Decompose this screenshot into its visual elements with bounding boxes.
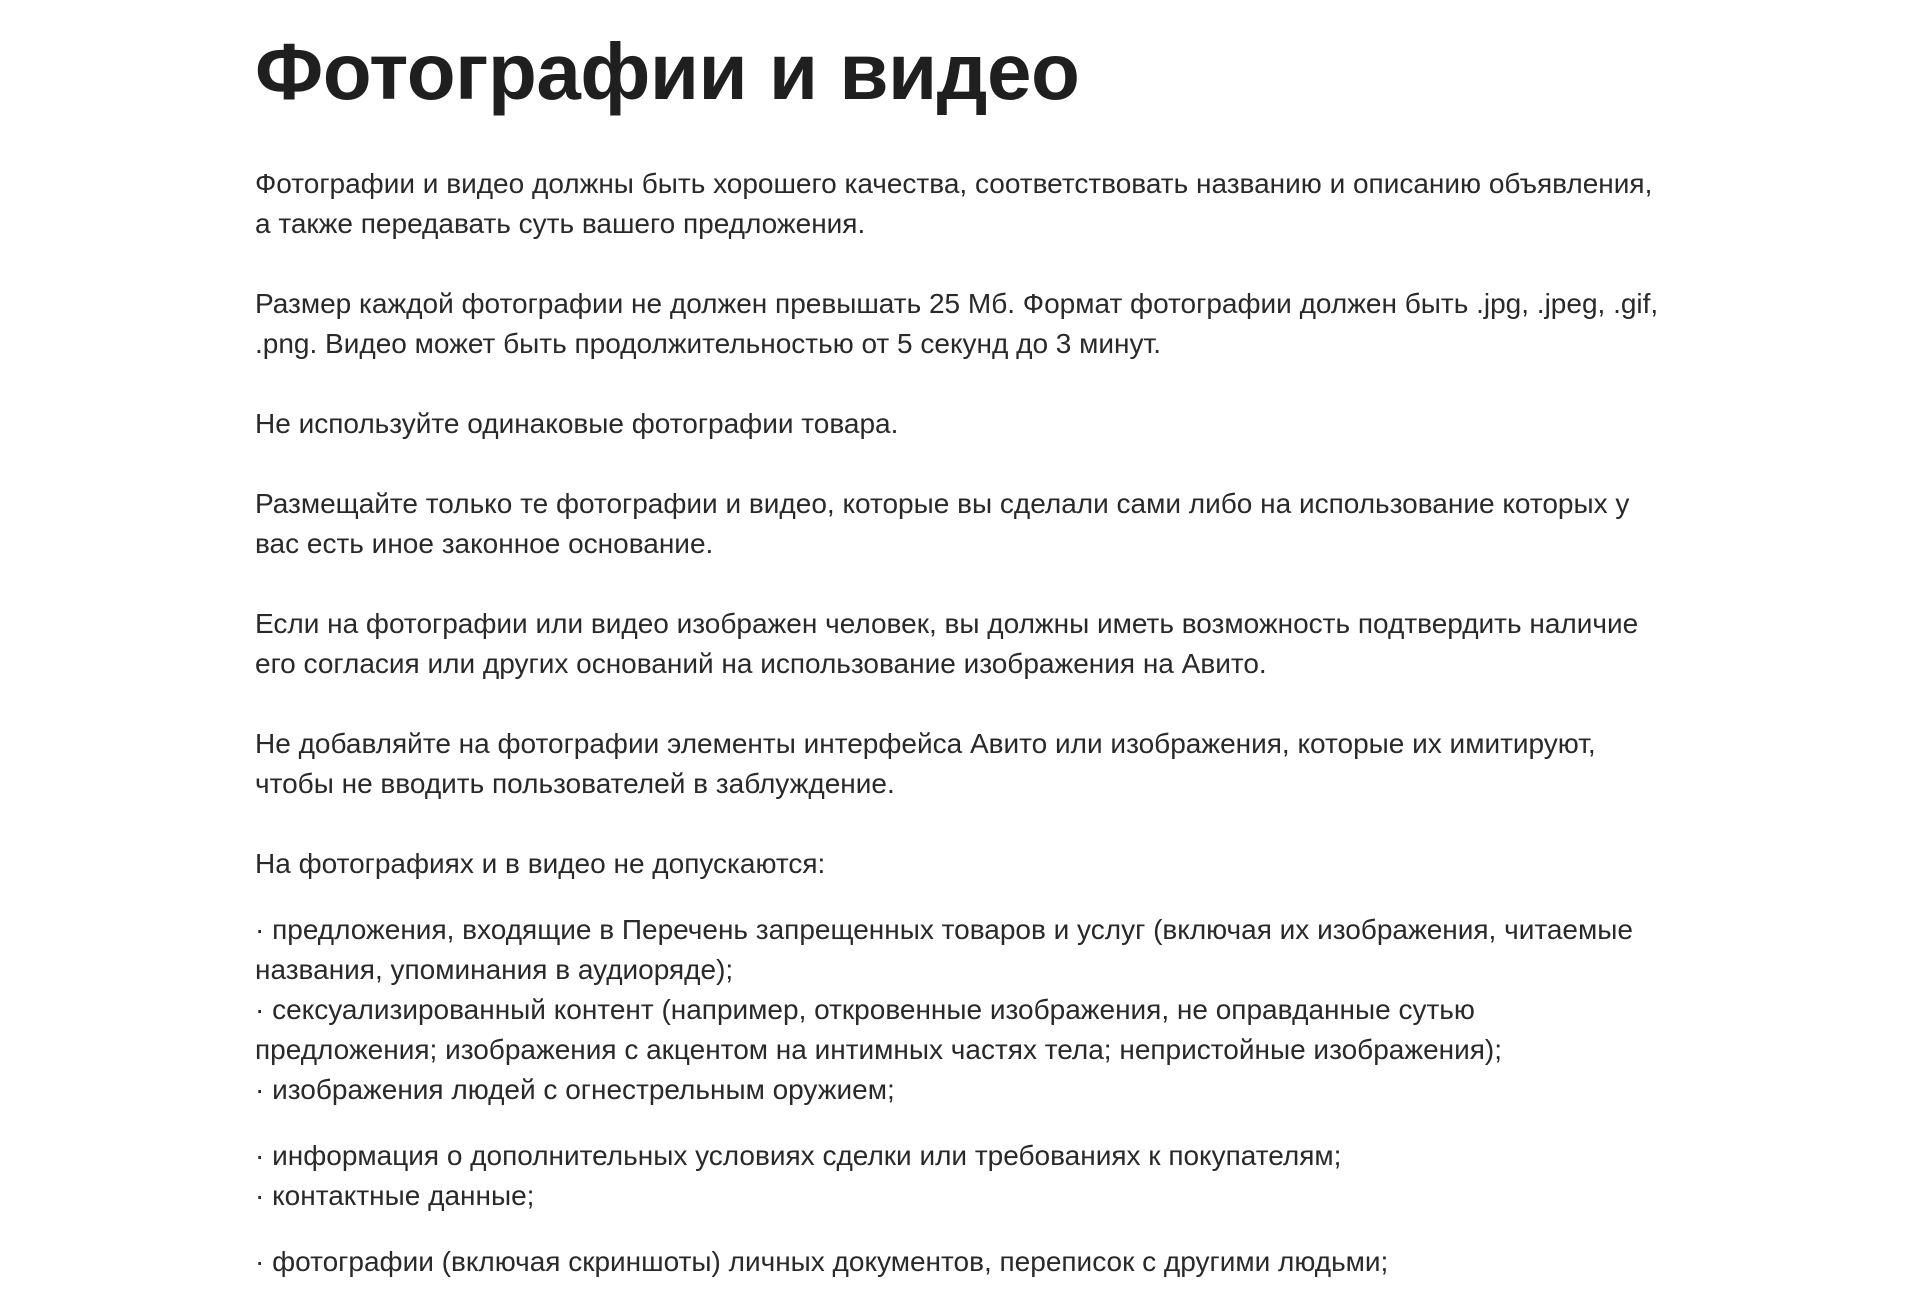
paragraph-interface-elements: Не добавляйте на фотографии элементы интерфейса Авито или изображения, которые их имитируют, чтобы не вводить пользователей в заблуждение. — [255, 728, 1596, 799]
paragraph-quality: Фотографии и видео должны быть хорошего качества, соответствовать названию и описанию объявления, а также передавать суть вашего предложения. — [255, 168, 1653, 239]
list-item: · фотографии (включая скриншоты) личных документов, переписок с другими людьми; — [255, 1246, 1389, 1277]
prohibited-list-group — [255, 910, 1735, 1110]
list-item: · контактные данные; — [255, 1180, 535, 1211]
paragraph-ownership: Размещайте только те фотографии и видео, которые вы сделали сами либо на использование которых у вас есть иное законное основание. — [255, 488, 1630, 559]
list-item: · сексуализированный контент (например, откровенные изображения, не оправданные сутью предложения; изображения с акцентом на интимных частях тела; непристойные изображения); — [255, 994, 1503, 1065]
help-article — [255, 22, 1735, 1308]
prohibited-intro: На фотографиях и в видео не допускаются: — [255, 848, 826, 879]
prohibited-list-group — [255, 1136, 1735, 1216]
list-item: · предложения, входящие в Перечень запрещенных товаров и услуг (включая их изображения, читаемые названия, упоминания в аудиоряде); — [255, 914, 1633, 985]
list-item: · изображения людей с огнестрельным оружием; — [255, 1074, 895, 1105]
prohibited-list-group — [255, 1242, 1735, 1282]
paragraph-consent: Если на фотографии или видео изображен человек, вы должны иметь возможность подтвердить наличие его согласия или других оснований на использование изображения на Авито. — [255, 608, 1639, 679]
paragraph-size-format: Размер каждой фотографии не должен превышать 25 Мб. Формат фотографии должен быть .jpg, .jpeg, .gif, .png. Видео может быть продолжительностью от 5 секунд до 3 минут. — [255, 288, 1659, 359]
page-title: Фотографии и видео — [255, 27, 1080, 116]
paragraph-duplicates: Не используйте одинаковые фотографии товара. — [255, 408, 899, 439]
list-item: · информация о дополнительных условиях сделки или требованиях к покупателям; — [255, 1140, 1342, 1171]
